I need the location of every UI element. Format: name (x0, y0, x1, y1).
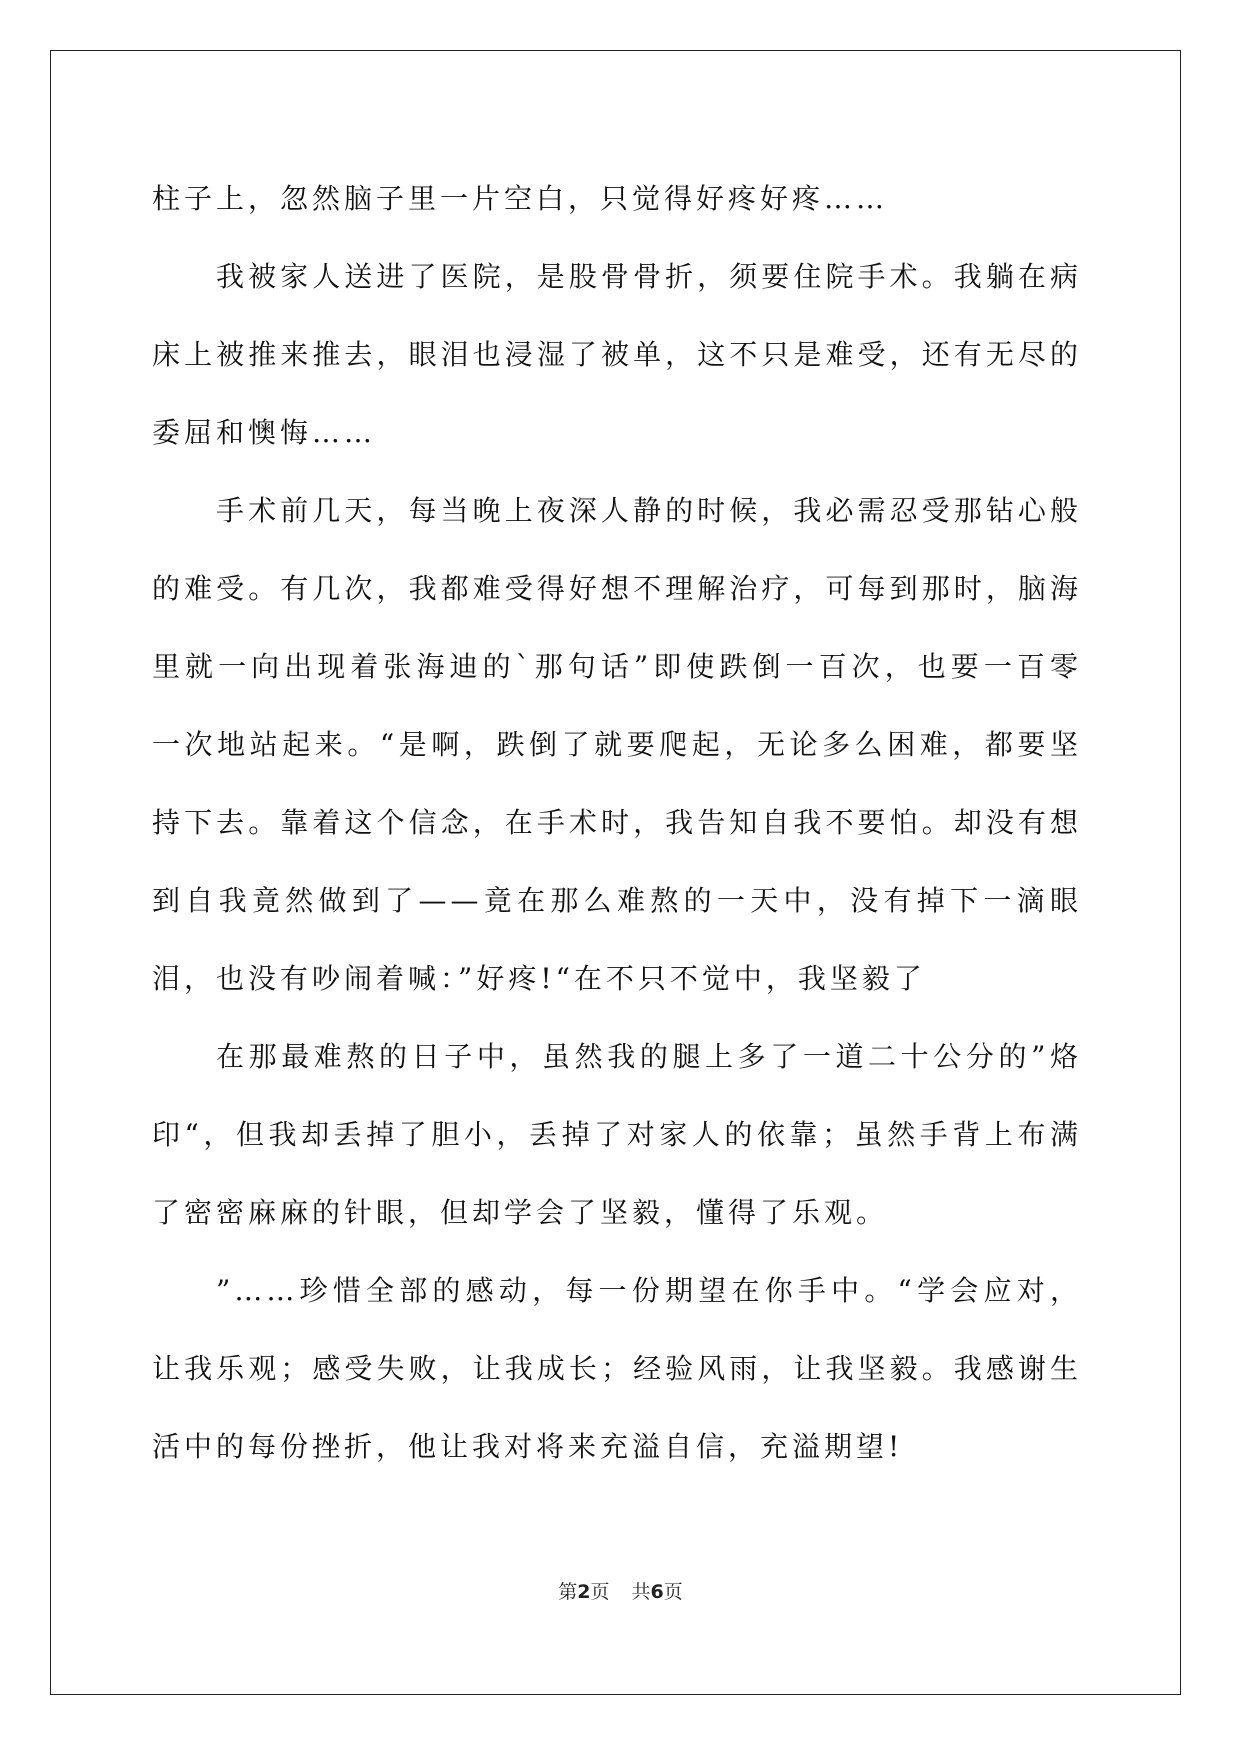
page-footer (0, 1577, 1241, 1604)
paragraph-4: 在那最难熬的日子中，虽然我的腿上多了一道二十公分的”烙印“，但我却丢掉了胆小，丢掉了对家人的依靠；虽然手背上布满了密密麻麻的针眼，但却学会了坚毅，懂得了乐观。 (152, 1040, 1082, 1229)
page-total-suffix: 页 (663, 1581, 683, 1603)
paragraph-3: 手术前几天，每当晚上夜深人静的时候，我必需忍受那钻心般的难受。有几次，我都难受得好想不理解治疗，可每到那时，脑海里就一向出现着张海迪的`那句话”即使跌倒一百次，也要一百零一次地站起来。“是啊，跌倒了就要爬起，无论多么困难，都要坚持下去。靠着这个信念，在手术时，我告知自我不要怕。却没有想到自我竟然做到了——竟在那么难熬的一天中，没有掉下一滴眼泪，也没有吵闹着喊：”好疼!“在不只不觉中，我坚毅了 (152, 494, 1082, 995)
paragraph-2: 我被家人送进了医院，是股骨骨折，须要住院手术。我躺在病床上被推来推去，眼泪也浸湿了被单，这不只是难受，还有无尽的委屈和懊悔…… (152, 260, 1082, 449)
page-number-prefix: 第 (558, 1581, 578, 1603)
page-total-prefix: 共 (631, 1581, 651, 1603)
page-number-total: 6 (650, 1581, 664, 1603)
page-number-suffix: 页 (590, 1581, 610, 1603)
page-number-current: 2 (577, 1581, 591, 1603)
paragraph-5: ”……珍惜全部的感动，每一份期望在你手中。“学会应对，让我乐观；感受失败，让我成长；经验风雨，让我坚毅。我感谢生活中的每份挫折，他让我对将来充溢自信，充溢期望! (152, 1274, 1082, 1463)
paragraph-1: 柱子上，忽然脑子里一片空白，只觉得好疼好疼…… (152, 182, 889, 215)
document-body (152, 160, 1082, 1486)
